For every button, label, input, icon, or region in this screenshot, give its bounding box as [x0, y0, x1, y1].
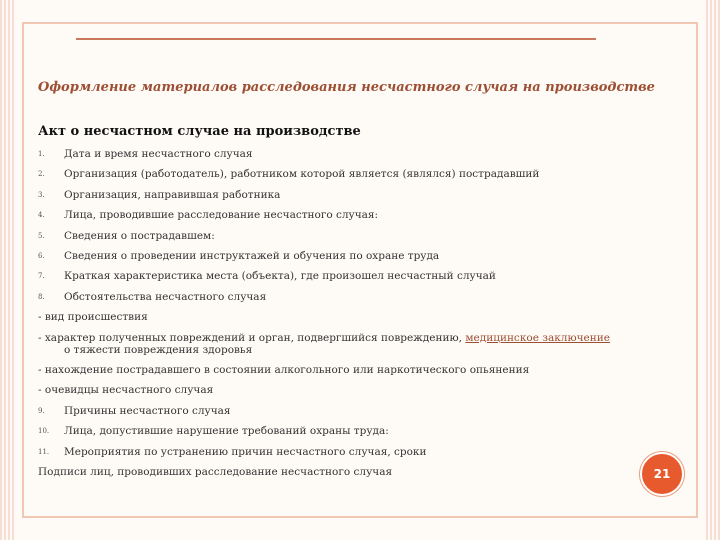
list-item — [38, 185, 668, 205]
list-item — [38, 164, 668, 184]
list-item-number: 1. — [38, 150, 45, 158]
list-item-text: Лица, проводившие расследование несчастного случая: — [64, 209, 379, 222]
left-edge-decoration — [0, 0, 14, 540]
list-item-number: 4. — [38, 211, 45, 220]
list-item-text: Сведения о проведении инструктажей и обучения по охране труда — [64, 250, 440, 263]
right-edge-decoration — [706, 0, 720, 540]
list-item-number: 2. — [38, 170, 45, 179]
slide-subtitle: Акт о несчастном случае на производстве — [38, 124, 361, 139]
list-item — [38, 287, 668, 307]
medical-conclusion-link[interactable]: медицинское заключение — [465, 331, 610, 344]
list-item — [38, 401, 668, 421]
list-item — [38, 144, 668, 164]
list-item-text: Дата и время несчастного случая — [64, 148, 253, 160]
list-item-text: Организация, направившая работника — [64, 188, 281, 201]
list-item — [38, 205, 668, 225]
list-item-number: 5. — [38, 231, 45, 240]
list-item — [38, 226, 668, 246]
list-item — [38, 421, 668, 441]
numbered-list-b — [38, 401, 668, 462]
list-item-text: Причины несчастного случая — [64, 404, 231, 417]
list-item-number: 6. — [38, 252, 45, 261]
signatures-line: Подписи лиц, проводивших расследование несчастного случая — [38, 466, 393, 479]
dash-item-witnesses: - очевидцы несчастного случая — [38, 384, 214, 397]
list-item-number: 9. — [38, 406, 45, 415]
list-item — [38, 246, 668, 266]
list-item-number: 8. — [38, 292, 45, 301]
list-item-text: Мероприятия по устранению причин несчастного случая, сроки — [64, 445, 427, 458]
list-item-text: Организация (работодатель), работником которой является (являлся) пострадавший — [64, 168, 540, 181]
dash-item-incident-type: - вид происшествия — [38, 311, 148, 324]
list-item-text: Краткая характеристика места (объекта), где произошел несчастный случай — [64, 270, 496, 283]
top-rule — [76, 38, 596, 40]
slide-content — [38, 144, 668, 483]
dash-item-injuries-continuation: о тяжести повреждения здоровья — [64, 344, 253, 357]
list-item — [38, 266, 668, 286]
dash-item-intoxication: - нахождение пострадавшего в состоянии алкогольного или наркотического опьянения — [38, 364, 530, 377]
list-item-number: 11. — [38, 447, 50, 456]
slide-title: Оформление материалов расследования несчастного случая на производстве — [38, 80, 655, 95]
dash-item-injuries-text: - характер полученных повреждений и орган, подвергшийся повреждению, — [38, 331, 466, 344]
numbered-list-a — [38, 144, 668, 307]
list-item-text: Лица, допустившие нарушение требований охраны труда: — [64, 425, 389, 438]
list-item-number: 10. — [38, 427, 50, 436]
list-item — [38, 442, 668, 462]
list-item-text: Сведения о пострадавшем: — [64, 229, 215, 242]
page-number-badge: 21 — [640, 452, 684, 496]
list-item-number: 7. — [38, 272, 45, 281]
list-item-text: Обстоятельства несчастного случая — [64, 290, 267, 303]
list-item-number: 3. — [38, 190, 45, 199]
